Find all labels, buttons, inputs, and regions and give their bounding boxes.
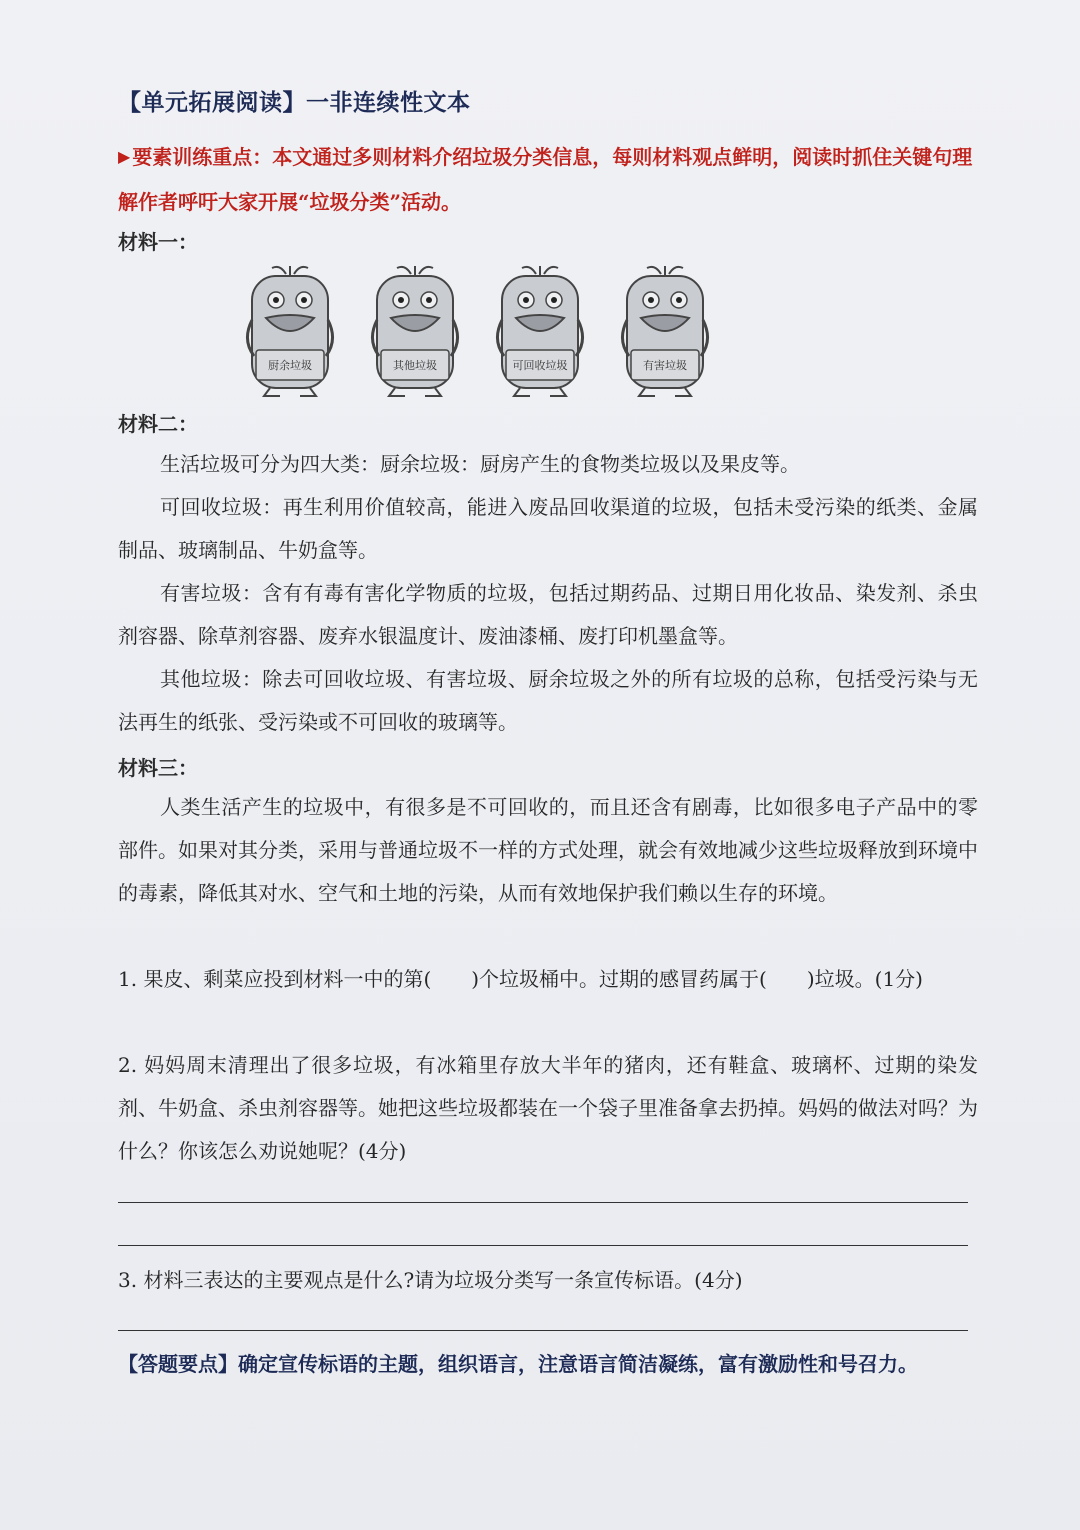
answer-tip: 【答题要点】确定宣传标语的主题，组织语言，注意语言简洁凝练，富有激励性和号召力。	[118, 1352, 918, 1376]
question-2: 2. 妈妈周末清理出了很多垃圾，有冰箱里存放大半年的猪肉，还有鞋盒、玻璃杯、过期的染发剂、牛奶盒、杀虫剂容器等。她把这些垃圾都装在一个袋子里准备拿去扔掉。妈妈的做法对吗？为什么？你该怎么劝说她呢？(4分)	[118, 1053, 978, 1163]
bin-label: 有害垃圾	[643, 359, 687, 372]
bin-label: 其他垃圾	[393, 359, 437, 372]
answer-line-q3[interactable]	[118, 1330, 968, 1331]
question-1: 1. 果皮、剩菜应投到材料一中的第( )个垃圾桶中。过期的感冒药属于( )垃圾。(1分)	[118, 967, 923, 991]
training-focus	[118, 134, 978, 225]
bin-label: 厨余垃圾	[268, 359, 312, 372]
material2-paragraph-3: 有害垃圾：含有有毒有害化学物质的垃圾，包括过期药品、过期日用化妆品、染发剂、杀虫剂容器、除草剂容器、废弃水银温度计、废油漆桶、废打印机墨盒等。	[118, 581, 978, 648]
bin-label: 可回收垃圾	[512, 359, 568, 372]
material2-paragraph-4: 其他垃圾：除去可回收垃圾、有害垃圾、厨余垃圾之外的所有垃圾的总称，包括受污染与无法再生的纸张、受污染或不可回收的玻璃等。	[118, 667, 978, 734]
answer-line-q2-2[interactable]	[118, 1245, 968, 1246]
trash-bin-icon	[490, 260, 590, 400]
answer-line-q2-1[interactable]	[118, 1202, 968, 1203]
material2-paragraph-1: 生活垃圾可分为四大类：厨余垃圾：厨房产生的食物类垃圾以及果皮等。	[160, 452, 800, 476]
trash-bin-kitchen	[240, 260, 340, 400]
material3-label: 材料三：	[118, 756, 198, 780]
trash-bin-recyclable	[490, 260, 590, 400]
trash-bin-icon	[615, 260, 715, 400]
material2-label: 材料二：	[118, 412, 198, 436]
question-3: 3. 材料三表达的主要观点是什么?请为垃圾分类写一条宣传标语。(4分)	[118, 1268, 743, 1292]
training-focus-text: 要素训练重点：本文通过多则材料介绍垃圾分类信息，每则材料观点鲜明，阅读时抓住关键句理解作者呼吁大家开展“垃圾分类”活动。	[118, 145, 973, 214]
trash-bin-icon	[365, 260, 465, 400]
triangle-bullet-icon: ▶	[118, 147, 131, 166]
trash-bin-other	[365, 260, 465, 400]
material2-paragraph-2: 可回收垃圾：再生利用价值较高，能进入废品回收渠道的垃圾，包括未受污染的纸类、金属制品、玻璃制品、牛奶盒等。	[118, 495, 978, 562]
material1-label: 材料一：	[118, 230, 198, 254]
trash-bin-illustration	[240, 260, 720, 400]
section-title: 【单元拓展阅读】一非连续性文本	[118, 89, 471, 116]
trash-bin-hazardous	[615, 260, 715, 400]
trash-bin-icon	[240, 260, 340, 400]
material3-paragraph: 人类生活产生的垃圾中，有很多是不可回收的，而且还含有剧毒，比如很多电子产品中的零部件。如果对其分类，采用与普通垃圾不一样的方式处理，就会有效地减少这些垃圾释放到环境中的毒素，降低其对水、空气和土地的污染，从而有效地保护我们赖以生存的环境。	[118, 795, 978, 905]
